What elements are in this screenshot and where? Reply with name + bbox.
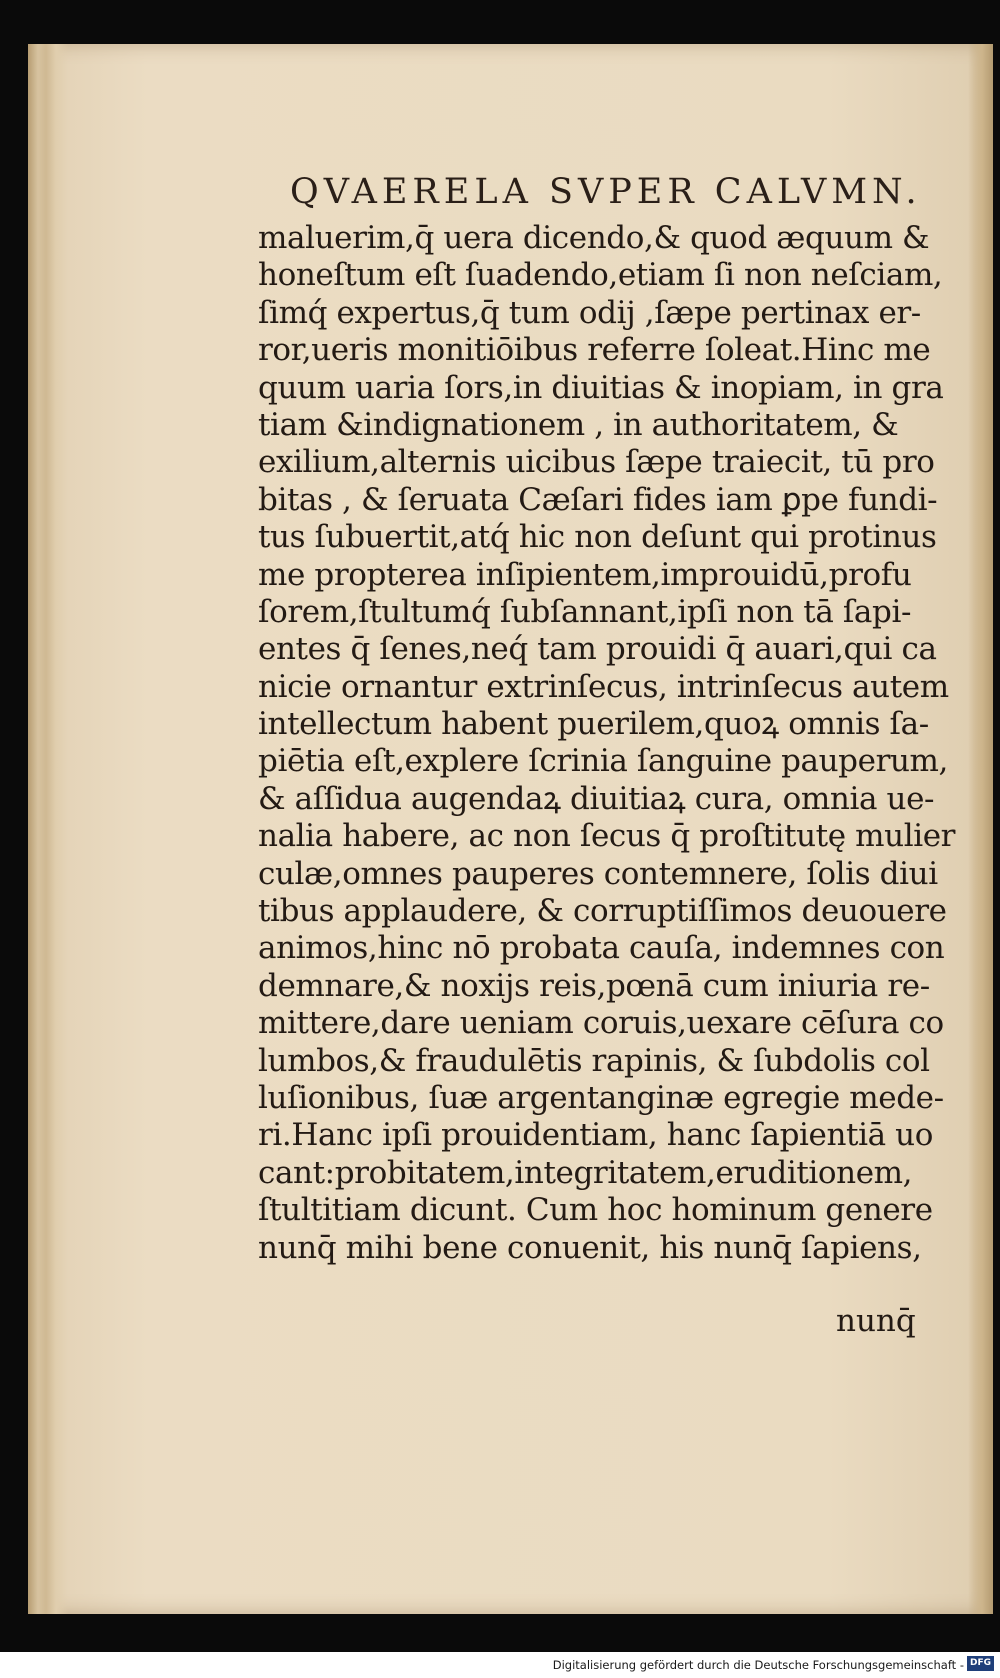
page-gutter-edge	[28, 44, 68, 1614]
text-line: mittere,dare ueniam coruis,uexare cēſura co	[258, 1005, 944, 1042]
text-line: luſionibus, ſuæ argentanginæ egregie mede-	[258, 1079, 944, 1116]
text-line: entes q̄ ſenes,neq́ tam prouidi q̄ auari,qui ca	[258, 631, 937, 668]
text-line: honeſtum eſt ſuadendo,etiam ſi non neſciam,	[258, 257, 943, 294]
footer-credit: Digitalisierung gefördert durch die Deutsche Forschungsgemeinschaft -	[552, 1658, 964, 1672]
text-line: quum uaria ſors,in diuitias & inopiam, in gra	[258, 369, 944, 406]
text-line: ri.Hanc ipſi prouidentiam, hanc ſapientiā uo	[258, 1117, 933, 1154]
running-head: QVAERELA SVPER CALVMN.	[290, 172, 922, 212]
dfg-logo-icon: DFG	[967, 1656, 994, 1671]
text-line: intellectum habent puerilem,quoꝝ omnis ſa-	[258, 706, 929, 743]
text-line: tus ſubuertit,atq́ hic non deſunt qui protinus	[258, 519, 937, 556]
text-line: me propterea inſipientem,improuidū,profu	[258, 556, 912, 593]
text-line: piētia eſt,explere ſcrinia ſanguine pauperum,	[258, 743, 949, 780]
catchword: nunq̄	[836, 1303, 916, 1339]
text-line: tibus applaudere, & corruptiſſimos deuouere	[258, 893, 947, 930]
text-line: tiam &indignationem , in authoritatem, &	[258, 406, 899, 443]
text-line: nunq̄ mihi bene conuenit, his nunq̄ ſapiens,	[258, 1229, 922, 1266]
text-line: ror,ueris monitiōibus referre ſoleat.Hinc me	[258, 332, 931, 369]
text-line: nalia habere, ac non ſecus q̄ proſtitutę mulier	[258, 818, 956, 855]
text-line: & aſſidua augendaꝝ diuitiaꝝ cura, omnia ue-	[258, 780, 935, 817]
page-right-edge	[968, 44, 993, 1614]
text-line: bitas , & ſeruata Cæſari fides iam ꝑpe fundi-	[258, 481, 938, 518]
text-line: nicie ornantur extrinſecus, intrinſecus autem	[258, 668, 949, 705]
text-line: animos,hinc nō probata cauſa, indemnes con	[258, 930, 945, 967]
text-line: ſorem,ſtultumq́ ſubſannant,ipſi non tā ſapi-	[258, 593, 912, 630]
text-line: demnare,& noxijs reis,pœnā cum iniuria re-	[258, 967, 930, 1004]
text-line: ſtultitiam dicunt. Cum hoc hominum genere	[258, 1192, 933, 1229]
text-line: culæ,omnes pauperes contemnere, ſolis diui	[258, 855, 938, 892]
body-text	[258, 220, 956, 1267]
text-line: lumbos,& fraudulētis rapinis, & ſubdolis col	[258, 1042, 930, 1079]
text-line: cant:probitatem,integritatem,eruditionem,	[258, 1154, 913, 1191]
text-line: maluerim,q̄ uera dicendo,& quod æquum &	[258, 220, 930, 256]
text-line: exilium,alternis uicibus ſæpe traiecit, tū pro	[258, 444, 935, 481]
text-line: ſimq́ expertus,q̄ tum odij ,ſæpe pertinax er-	[258, 294, 921, 331]
